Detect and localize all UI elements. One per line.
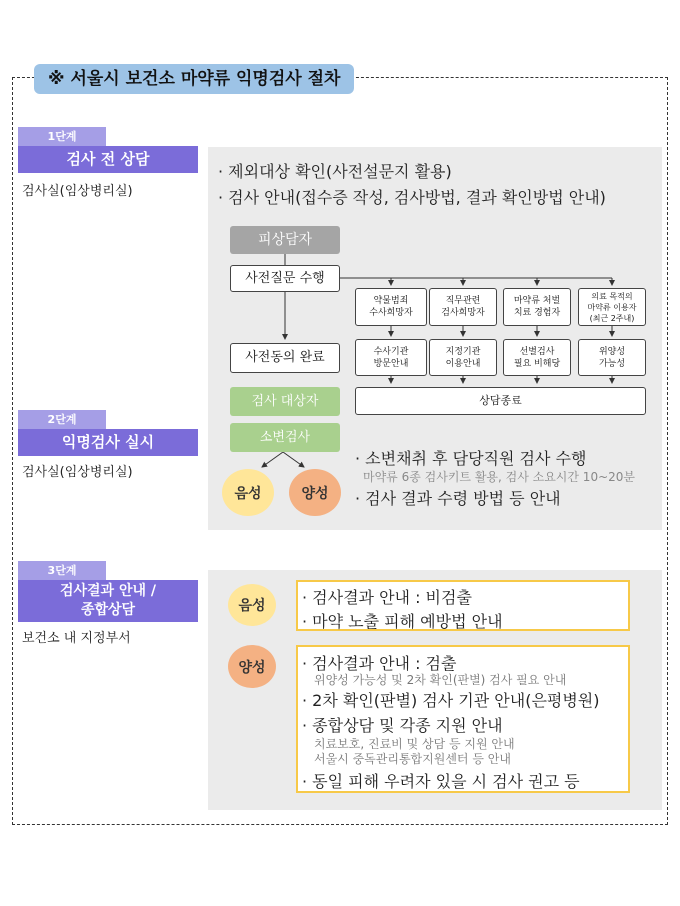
pos-line-4: · 동일 피해 우려자 있을 시 검사 권고 등 <box>302 772 580 791</box>
pos-line-2: · 2차 확인(판별) 검사 기관 안내(은평병원) <box>302 691 600 710</box>
cat-3-line-1: 마약류 처벌 <box>513 296 561 306</box>
cat-1-line-2: 수사희망자 <box>369 308 413 318</box>
node-urine-test: 소변검사 <box>230 423 340 452</box>
pos-line-1-sub: 위양성 가능성 및 2차 확인(판별) 검사 필요 안내 <box>314 673 567 687</box>
action-3-line-2: 필요 비해당 <box>513 358 561 369</box>
pos-line-3-sub-1: 치료보호, 진료비 및 상담 등 지원 안내 <box>314 737 515 751</box>
result-positive: 양성 <box>228 645 276 688</box>
action-3-line-1: 선별검사 <box>519 346 555 357</box>
cat-1-line-1: 약물범죄 <box>373 296 409 306</box>
action-box-2 <box>429 339 497 376</box>
pos-line-3: · 종합상담 및 각종 지원 안내 <box>302 716 503 735</box>
step3-tag: 3단계 <box>18 561 106 580</box>
node-consult-end: 상담종료 <box>355 387 646 415</box>
cat-4-line-2: 마약류 이용자 <box>587 302 637 312</box>
action-4-line-2: 가능성 <box>598 358 626 369</box>
panel2-bullet-1-sub: 마약류 6종 검사키트 활용, 검사 소요시간 10~20분 <box>363 470 635 484</box>
node-positive: 양성 <box>289 469 341 516</box>
positive-result-box <box>296 645 630 793</box>
result-negative: 음성 <box>228 584 276 626</box>
panel2-bullet-2: · 검사 결과 수령 방법 등 안내 <box>355 489 561 508</box>
pos-line-1: · 검사결과 안내 : 검출 <box>302 654 457 673</box>
page-title: ※ 서울시 보건소 마약류 익명검사 절차 <box>34 64 354 94</box>
panel1-bullet-1: · 제외대상 확인(사전설문지 활용) <box>218 162 452 181</box>
action-box-3 <box>503 339 571 376</box>
node-pre-consent: 사전동의 완료 <box>230 343 340 373</box>
step2-name: 익명검사 실시 <box>18 429 198 456</box>
step3-location: 보건소 내 지정부서 <box>22 631 131 646</box>
action-2-line-2: 이용안내 <box>445 358 481 369</box>
cat-3-line-2: 치료 경험자 <box>513 308 561 318</box>
node-test-target: 검사 대상자 <box>230 387 340 416</box>
step3-name-line1: 검사결과 안내 / <box>59 583 156 599</box>
cat-box-1 <box>355 288 427 326</box>
cat-2-line-1: 직무관련 <box>445 296 481 306</box>
cat-box-4 <box>578 288 646 326</box>
panel1-bullet-2: · 검사 안내(접수증 작성, 검사방법, 결과 확인방법 안내) <box>218 188 606 207</box>
action-4-line-1: 위양성 <box>598 346 626 357</box>
step2-location: 검사실(임상병리실) <box>22 465 133 480</box>
node-pre-question: 사전질문 수행 <box>230 265 340 292</box>
action-2-line-1: 지정기관 <box>445 346 481 357</box>
action-box-4 <box>578 339 646 376</box>
cat-4-line-1: 의료 목적의 <box>591 291 633 301</box>
negative-result-box <box>296 580 630 631</box>
step2-tag: 2단계 <box>18 410 106 429</box>
node-patient: 피상담자 <box>230 226 340 254</box>
pos-line-3-sub-2: 서울시 중독관리통합지원센터 등 안내 <box>314 752 511 766</box>
action-box-1 <box>355 339 427 376</box>
step1-name: 검사 전 상담 <box>18 146 198 173</box>
cat-box-3 <box>503 288 571 326</box>
panel2-bullet-1: · 소변채취 후 담당직원 검사 수행 <box>355 449 587 468</box>
cat-2-line-2: 검사희망자 <box>441 308 485 318</box>
action-1-line-1: 수사기관 <box>373 346 409 357</box>
step1-location: 검사실(임상병리실) <box>22 184 133 199</box>
cat-4-line-3: (최근 2주내) <box>589 313 635 323</box>
cat-box-2 <box>429 288 497 326</box>
node-negative: 음성 <box>222 469 274 516</box>
neg-line-2: · 마약 노출 피해 예방법 안내 <box>302 612 503 631</box>
step3-name-line2: 종합상담 <box>80 602 136 618</box>
action-1-line-2: 방문안내 <box>373 358 409 369</box>
neg-line-1: · 검사결과 안내 : 비검출 <box>302 588 472 607</box>
step1-tag: 1단계 <box>18 127 106 146</box>
